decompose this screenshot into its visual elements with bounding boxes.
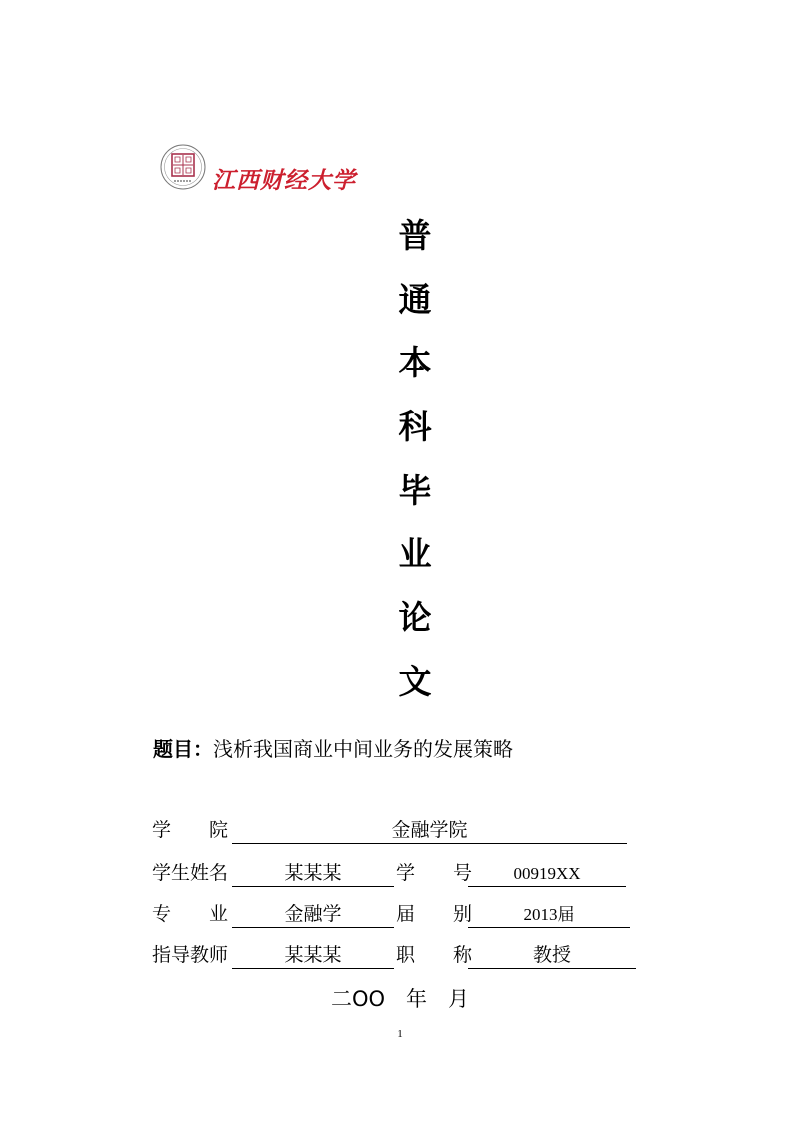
submission-date: 二OO 年 月 [330,987,470,1011]
major-row [152,900,632,928]
student-id-value: 00919XX [468,861,626,887]
thesis-topic [153,733,513,762]
class-year-label: 届 别 [396,903,473,925]
topic-label: 题目： [153,737,213,761]
title-char: 文 [398,661,432,701]
student-id-label: 学 号 [396,862,473,884]
advisor-label: 指导教师 [152,944,229,966]
college-label: 学 院 [152,819,229,841]
title-char: 毕 [398,470,432,510]
topic-value: 浅析我国商业中间业务的发展策略 [213,737,513,761]
student-row [152,859,632,887]
university-name: 江西财经大学 [212,167,356,194]
major-value: 金融学 [232,902,394,928]
professional-title-label: 职 称 [396,944,473,966]
advisor-row [152,941,642,969]
title-char: 科 [398,407,432,447]
thesis-type-title [392,211,438,721]
page-number: 1 [397,1028,403,1040]
advisor-value: 某某某 [232,943,394,969]
title-char: 本 [398,343,432,383]
major-label: 专 业 [152,903,229,925]
title-char: 业 [398,534,432,574]
college-value: 金融学院 [232,818,627,844]
student-name-label: 学生姓名 [152,862,229,884]
title-char: 通 [398,279,432,319]
title-char: 普 [398,216,432,255]
university-logo [160,144,370,196]
professional-title-value: 教授 [468,943,636,969]
university-seal-icon [160,144,206,190]
college-row [152,816,632,844]
student-name-value: 某某某 [232,861,394,887]
title-char: 论 [398,598,432,638]
class-year-value: 2013届 [468,902,630,928]
